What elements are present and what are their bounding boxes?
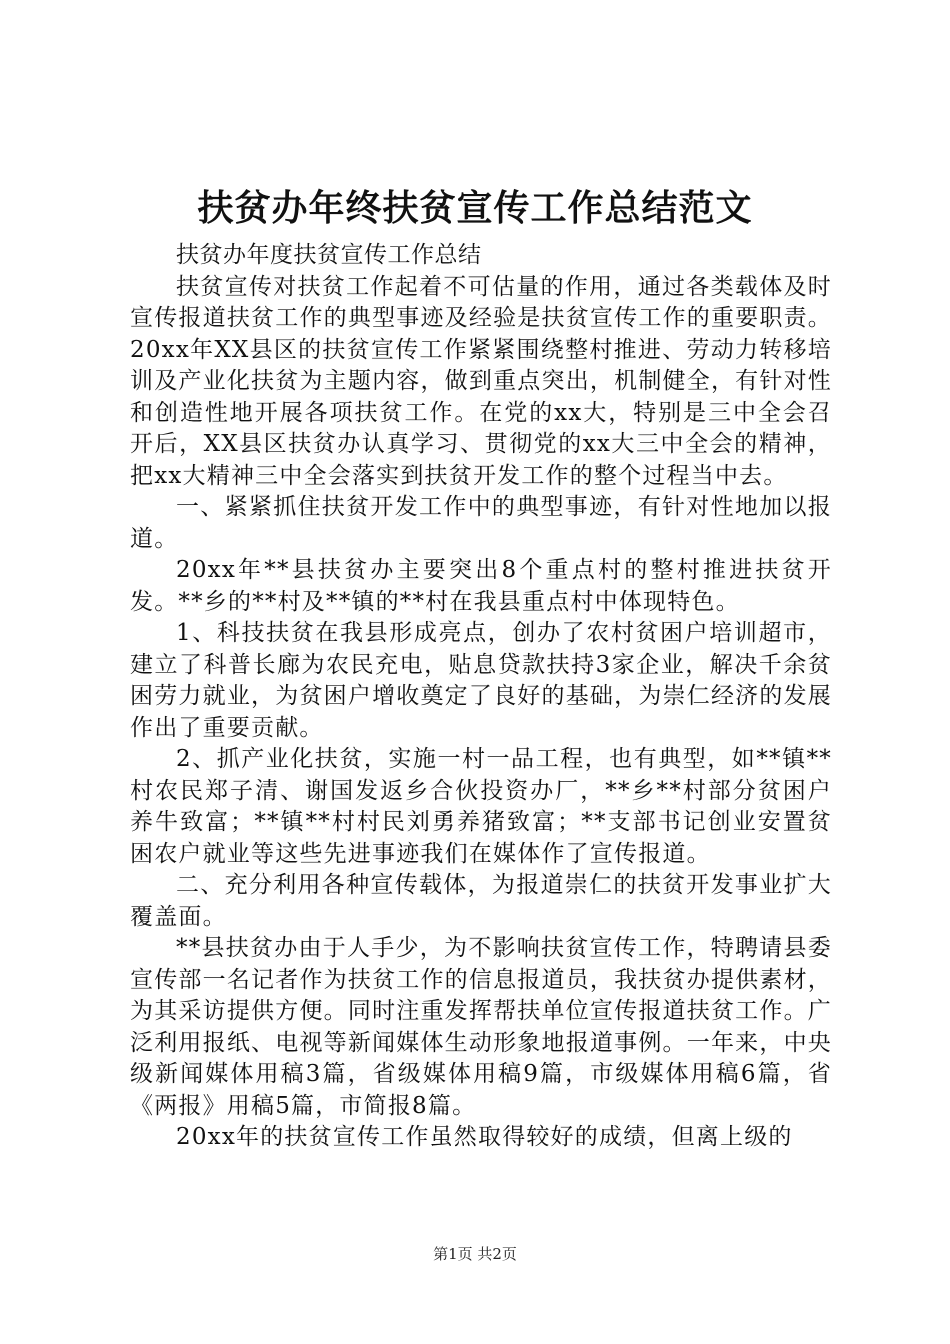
paragraph-intro: 扶贫宣传对扶贫工作起着不可估量的作用，通过各类载体及时宣传报道扶贫工作的典型事迹及经验是扶贫宣传工作的重要职责。20xx年XX县区的扶贫宣传工作紧紧围绕整村推进、劳动力转移培训及产业化扶贫为主题内容，做到重点突出，机制健全，有针对性和创造性地开展各项扶贫工作。在党的xx大，特别是三中全会召开后，XX县区扶贫办认真学习、贯彻党的xx大三中全会的精神，把xx大精神三中全会落实到扶贫开发工作的整个过程当中去。 [130,273,832,489]
document-body [130,240,832,1154]
section-heading-2: 二、充分利用各种宣传载体，为报道崇仁的扶贫开发事业扩大覆盖面。 [130,872,832,930]
paragraph: 20xx年**县扶贫办主要突出8个重点村的整村推进扶贫开发。**乡的**村及**镇的**村在我县重点村中体现特色。 [130,557,832,615]
list-item-1: 1、科技扶贫在我县形成亮点，创办了农村贫困户培训超市，建立了科普长廊为农民充电，贴息贷款扶持3家企业，解决千余贫困劳力就业，为贫困户增收奠定了良好的基础，为崇仁经济的发展作出了重要贡献。 [130,620,832,741]
document-subtitle: 扶贫办年度扶贫宣传工作总结 [176,242,482,268]
paragraph-continued: 20xx年的扶贫宣传工作虽然取得较好的成绩，但离上级的 [176,1124,793,1150]
list-item-2: 2、抓产业化扶贫，实施一村一品工程，也有典型，如**镇**村农民郑子清、谢国发返乡合伙投资办厂，**乡**村部分贫困户养牛致富；**镇**村村民刘勇养猪致富；**支部书记创业安置贫困农户就业等这些先进事迹我们在媒体作了宣传报道。 [130,746,832,867]
section-heading-1: 一、紧紧抓住扶贫开发工作中的典型事迹，有针对性地加以报道。 [130,494,832,552]
page-footer: 第1页 共2页 [433,1245,517,1263]
document-title: 扶贫办年终扶贫宣传工作总结范文 [197,187,753,229]
paragraph: **县扶贫办由于人手少，为不影响扶贫宣传工作，特聘请县委宣传部一名记者作为扶贫工作的信息报道员，我扶贫办提供素材，为其采访提供方便。同时注重发挥帮扶单位宣传报道扶贫工作。广泛利用报纸、电视等新闻媒体生动形象地报道事例。一年来，中央级新闻媒体用稿3篇，省级媒体用稿9篇，市级媒体用稿6篇，省《两报》用稿5篇，市简报8篇。 [130,935,832,1119]
